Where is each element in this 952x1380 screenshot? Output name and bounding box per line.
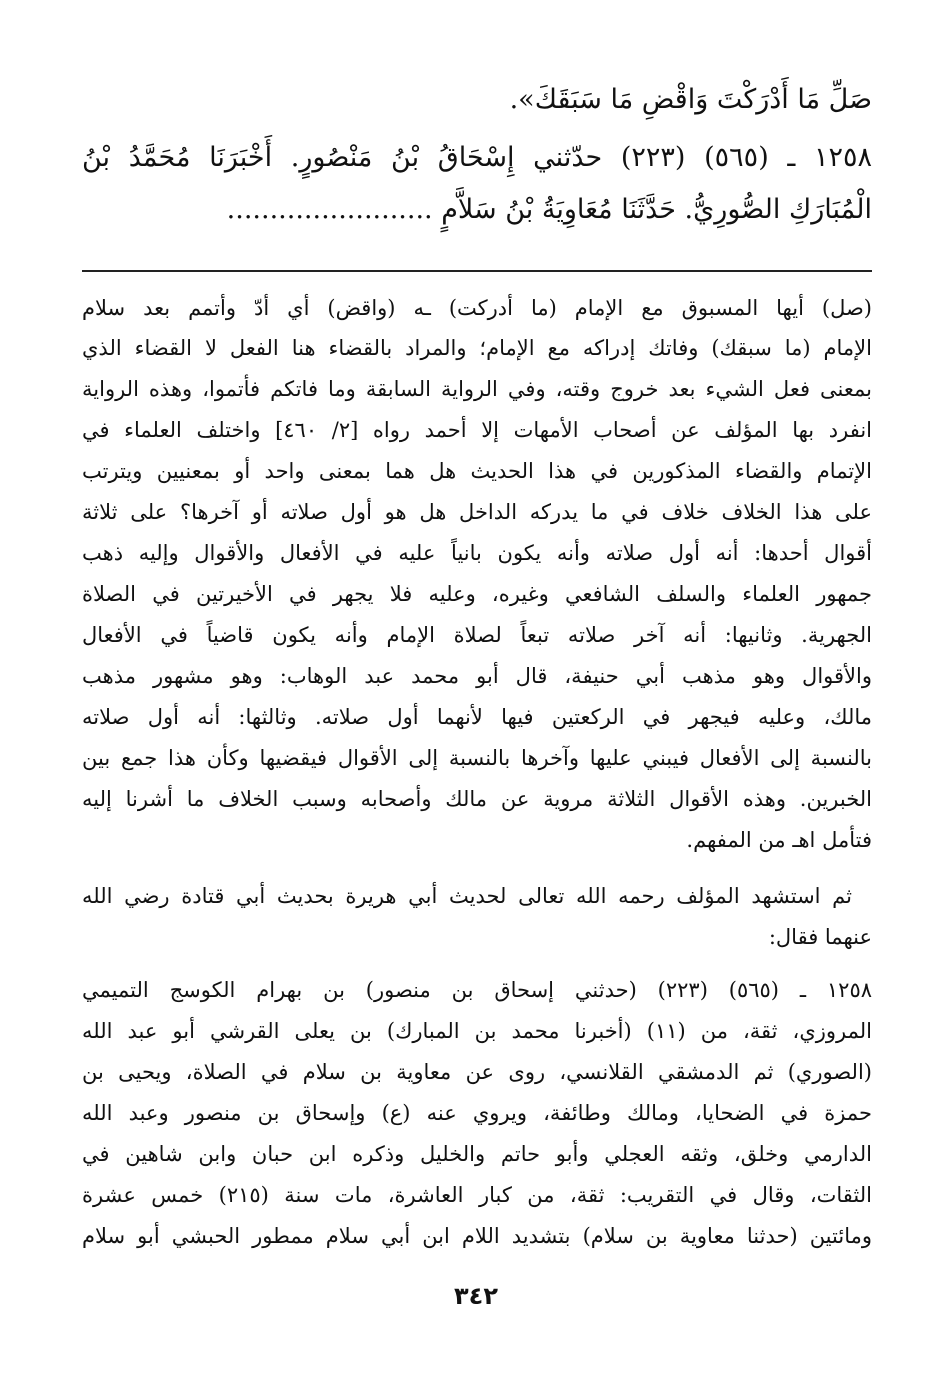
commentary-line-5: الإتمام والقضاء المذكورين في هذا الحديث هل هما بمعنى واحد أو بمعنيين ويترتب (82, 459, 872, 483)
commentary-line-11: مالك، وعليه فيجهر في الركعتين فيها لأنهما أول صلاته. وثالثها: أنه أول صلاته (82, 705, 872, 729)
narrators-line-2: المروزي، ثقة، من (١١) (أخبرنا محمد بن المبارك) بن يعلى القرشي أبو عبد الله (82, 1019, 872, 1043)
hadith-line-1: صَلِّ مَا أَدْرَكْتَ وَاقْضِ مَا سَبَقَكَ». (509, 84, 872, 115)
narrators-line-5: الدارمي وخلق، وثقه العجلي وأبو حاتم والخليل وذكره ابن حبان وابن شاهين في (82, 1142, 872, 1166)
hadith-line-2: ١٢٥٨ ـ (٥٦٥) (٢٢٣) حدّثني إِسْحَاقُ بْنُ مَنْصُورٍ. أَخْبَرَنَا مُحَمَّدُ بْنُ (82, 142, 872, 173)
commentary-line-2: الإمام (ما سبقك) وفاتك إدراكه مع الإمام؛ والمراد بالقضاء هنا الفعل لا القضاء الذي (82, 336, 872, 360)
narrators-line-1: ١٢٥٨ ـ (٥٦٥) (٢٢٣) (حدثني إسحاق بن منصور) بن بهرام الكوسج التميمي (82, 978, 872, 1002)
transition-line-1: ثم استشهد المؤلف رحمه الله تعالى لحديث أبي هريرة بحديث أبي قتادة رضي الله (82, 884, 852, 908)
footnote-divider (82, 270, 872, 272)
commentary-line-7: أقوال أحدها: أنه أول صلاته وأنه يكون بانياً عليه في الأفعال والأقوال وإليه ذهب (82, 541, 872, 565)
commentary-line-3: بمعنى فعل الشيء بعد خروج وقته، وفي الرواية السابقة وما فاتكم فأتموا، وهذه الرواية (82, 377, 872, 401)
transition-line-2: عنهما فقال: (768, 925, 872, 949)
hadith-line-3: الْمُبَارَكِ الصُّورِيُّ. حَدَّثَنَا مُعَاوِيَةُ بْنُ سَلاَّمٍ ........................ (226, 194, 872, 225)
page-number: ٣٤٢ (454, 1282, 498, 1310)
narrators-line-3: (الصوري) ثم الدمشقي القلانسي، روى عن معاوية بن سلام في الصلاة، ويحيى بن (82, 1060, 872, 1084)
narrators-line-4: حمزة في الضحايا، ومالك وطائفة، ويروي عنه (ع) وإسحاق بن منصور وعبد الله (82, 1101, 872, 1125)
commentary-line-6: على هذا الخلاف خلاف في ما يدركه الداخل هل هو أول صلاته أو آخرها؟ على ثلاثة (82, 500, 872, 524)
commentary-line-4: انفرد بها المؤلف عن أصحاب الأمهات إلا أحمد رواه [٢/ ٤٦٠] واختلف العلماء في (82, 418, 872, 442)
commentary-line-12: بالنسبة إلى الأفعال فيبني عليها وآخرها بالنسبة إلى الأقوال فيقضيها وكأن هذا جمع بين (82, 746, 872, 770)
commentary-line-1: (صل) أيها المسبوق مع الإمام (ما أدركت) ـه (واقض) أي أدّ وأتمم بعد سلام (82, 296, 872, 320)
narrators-line-6: الثقات، وقال في التقريب: ثقة، من كبار العاشرة، مات سنة (٢١٥) خمس عشرة (82, 1183, 872, 1207)
commentary-line-13: الخبرين. وهذه الأقوال الثلاثة مروية عن مالك وأصحابه وسبب الخلاف ما أشرنا إليه (82, 787, 872, 811)
commentary-line-14: فتأمل اهـ من المفهم. (686, 828, 872, 852)
narrators-line-7: ومائتين (حدثنا معاوية بن سلام) بتشديد اللام ابن أبي سلام ممطور الحبشي أبو سلام (82, 1224, 872, 1248)
commentary-line-9: الجهرية. وثانيها: أنه آخر صلاته تبعاً لصلاة الإمام وأنه يكون قاضياً في الأفعال (82, 623, 872, 647)
commentary-line-10: والأقوال وهو مذهب أبي حنيفة، قال أبو محمد عبد الوهاب: وهو مشهور مذهب (82, 664, 872, 688)
commentary-line-8: جمهور العلماء والسلف الشافعي وغيره، وعليه فلا يجهر في الأخيرتين في الصلاة (82, 582, 872, 606)
